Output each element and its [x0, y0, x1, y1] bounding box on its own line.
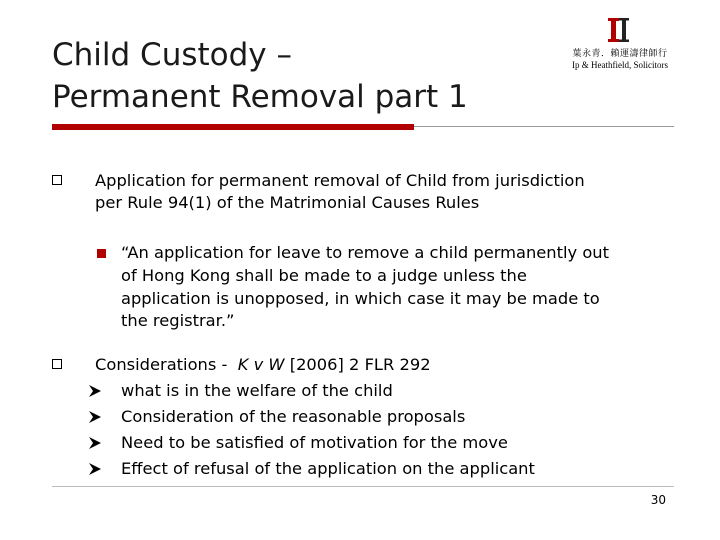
bullet-1-line-2: per Rule 94(1) of the Matrimonial Causes Rules [95, 193, 480, 212]
arrow-bullet-icon [88, 462, 102, 476]
case-citation: [2006] 2 FLR 292 [289, 355, 431, 374]
firm-name-chinese: 葉永青．賴運濤律師行 [572, 49, 668, 59]
quote-line-4: the registrar.” [121, 311, 235, 330]
considerations-label: Considerations - [95, 355, 228, 374]
square-bullet-icon [97, 249, 106, 258]
page-number: 30 [650, 493, 666, 507]
firm-logo [560, 16, 680, 70]
bullet-box-icon [52, 175, 62, 185]
quote-line-2: of Hong Kong shall be made to a judge unless the [121, 266, 527, 285]
slide-title [52, 34, 468, 118]
consideration-item-3: Need to be satisfied of motivation for the move [121, 433, 508, 452]
bullet-2-heading [95, 354, 431, 377]
quote-line-3: application is unopposed, in which case it may be made to [121, 289, 600, 308]
arrow-bullet-icon [88, 410, 102, 424]
bullet-box-icon [52, 359, 62, 369]
firm-monogram-icon [605, 16, 635, 44]
quote-line-1: “An application for leave to remove a child permanently out [121, 243, 609, 262]
bullet-1-line-1: Application for permanent removal of Child from jurisdiction [95, 171, 585, 190]
title-rule-thin [414, 126, 674, 127]
consideration-item-2: Consideration of the reasonable proposals [121, 407, 466, 426]
case-name: K v W [237, 355, 285, 374]
consideration-item-1: what is in the welfare of the child [121, 381, 393, 400]
footer-rule [52, 486, 674, 487]
arrow-bullet-icon [88, 436, 102, 450]
title-line-2: Permanent Removal part 1 [52, 79, 468, 115]
title-line-1: Child Custody – [52, 37, 292, 73]
arrow-bullet-icon [88, 384, 102, 398]
title-rule-accent [52, 124, 414, 130]
consideration-item-4: Effect of refusal of the application on the applicant [121, 459, 535, 478]
firm-name-english: Ip & Heathfield, Solicitors [572, 60, 668, 70]
